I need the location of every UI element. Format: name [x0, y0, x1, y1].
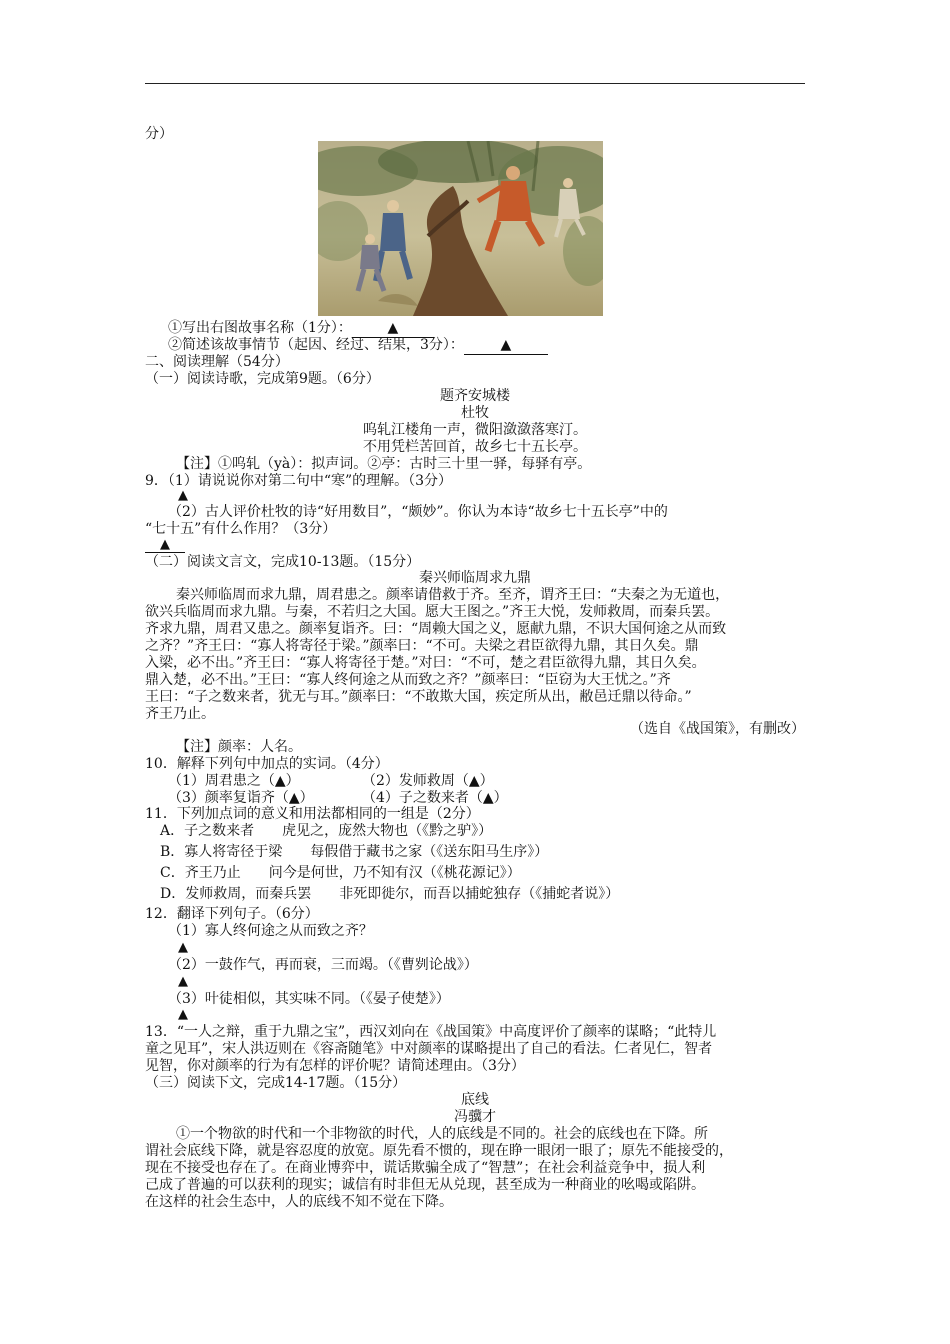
- article-line: ①一个物欲的时代和一个非物欲的时代，人的底线是不同的。社会的底线也在下降。所: [176, 1126, 708, 1142]
- passage-source: （选自《战国策》，有删改）: [630, 721, 805, 737]
- passage-line: 之齐？”齐王曰：“寡人将寄径于梁。”颜率曰：“不可。夫梁之君臣欲得九鼎，其日久矣。鼎: [145, 638, 699, 654]
- q-picture-1: ①写出右图故事名称（1分）： ▲: [168, 320, 434, 338]
- top-fragment: 分）: [145, 126, 173, 142]
- poem-author: 杜牧: [461, 405, 489, 421]
- q13-line: 童之见耳”，宋人洪迈则在《容斋随笔》中对颜率的谋略提出了自己的看法。仁者见仁，智者: [145, 1041, 713, 1057]
- q11-option-a: A．子之数来者 虎见之，庞然大物也（《黔之驴》）: [160, 823, 493, 839]
- passage-line: 欲兴兵临周而求九鼎。与秦，不若归之大国。愿大王图之。”齐王大悦，发师救周，而秦兵罢。: [145, 604, 720, 620]
- passage-title: 秦兴师临周求九鼎: [419, 570, 531, 586]
- q-picture-2: ②简述该故事情节（起因、经过、结果，3分）： ▲: [168, 337, 548, 355]
- q13-line: 见智，你对颜率的行为有怎样的评价呢？请简述理由。（3分）: [145, 1058, 525, 1074]
- header-rule: [145, 83, 805, 84]
- q12-2: （2）一鼓作气，再而衰，三而竭。（《曹刿论战》）: [168, 957, 478, 973]
- answer-blank[interactable]: ▲: [464, 337, 548, 355]
- answer-mark[interactable]: ▲: [178, 974, 188, 989]
- article-line: 己成了普遍的可以获利的现实；诚信有时非但无从兑现，甚至成为一种商业的吆喝或陷阱。: [145, 1177, 705, 1193]
- q13-line: 13．“一人之辩，重于九鼎之宝”，西汉刘向在《战国策》中高度评价了颜率的谋略；“此特儿: [145, 1024, 717, 1040]
- answer-mark[interactable]: ▲: [178, 1007, 188, 1022]
- q11: 11．下列加点词的意义和用法都相同的一组是（2分）: [145, 806, 480, 822]
- article-line: 现在不接受也存在了。在商业博弈中，谎话欺骗全成了“智慧”；在社会利益竞争中，损人利: [145, 1160, 706, 1176]
- passage-line: 齐求九鼎，周君又患之。颜率复诣齐。曰：“周赖大国之义，愿献九鼎，不识大国何途之从而致: [145, 621, 727, 637]
- q10: 10．解释下列句中加点的实词。（4分）: [145, 756, 389, 772]
- passage-note: 【注】颜率：人名。: [176, 739, 302, 755]
- q10-item: （3）颜率复诣齐（▲）: [168, 790, 314, 806]
- q11-option-d: D．发师救周，而秦兵罢 非死即徙尔，而吾以捕蛇独存（《捕蛇者说》）: [160, 886, 620, 902]
- q11-option-c: C．齐王乃止 问今是何世，乃不知有汉（《桃花源记》）: [160, 865, 521, 881]
- q12: 12．翻译下列句子。（6分）: [145, 906, 319, 922]
- q12-3: （3）叶徒相似，其实味不同。（《晏子使楚》）: [168, 991, 450, 1007]
- answer-mark[interactable]: ▲: [145, 537, 185, 553]
- q11-option-b: B．寡人将寄径于梁 每假借于藏书之家（《送东阳马生序》）: [160, 844, 549, 860]
- q12-1: （1）寡人终何途之从而致之齐？: [168, 923, 373, 939]
- q10-item: （1）周君患之（▲）: [168, 773, 300, 789]
- poem-title: 题齐安城楼: [440, 388, 510, 404]
- passage-line: 鼎入楚，必不出。”王曰：“寡人终何途之从而致之齐？”颜率曰：“臣窃为大王忧之。”齐: [145, 672, 671, 688]
- sec1-heading: （一）阅读诗歌，完成第9题。（6分）: [145, 371, 380, 387]
- article-title: 底线: [461, 1092, 489, 1108]
- q9-1: 9．（1）请说说你对第二句中“寒”的理解。（3分）: [145, 473, 453, 489]
- passage-line: 齐王乃止。: [145, 706, 215, 722]
- passage-line: 入梁，必不出。”齐王曰：“寡人将寄径于楚。”对曰：“不可，楚之君臣欲得九鼎，其日久矣。: [145, 655, 706, 671]
- q9-2: （2）古人评价杜牧的诗“好用数目”，“颇妙”。你认为本诗“故乡七十五长亭”中的: [168, 504, 668, 520]
- part2-title: 二、阅读理解（54分）: [145, 354, 289, 370]
- poem-note: 【注】①呜轧（yà）：拟声词。②亭：古时三十里一驿，每驿有亭。: [176, 456, 592, 472]
- q10-item: （2）发师救周（▲）: [362, 773, 494, 789]
- q9-2-cont: “七十五”有什么作用？（3分）: [145, 521, 337, 537]
- poem-line: 呜轧江楼角一声，微阳潋潋落寒汀。: [363, 422, 587, 438]
- answer-blank[interactable]: ▲: [352, 320, 434, 338]
- article-line: 谓社会底线下降，就是容忍度的放宽。原先看不惯的，现在睁一眼闭一眼了；原先不能接受的，: [145, 1143, 733, 1159]
- q10-item: （4）子之数来者（▲）: [362, 790, 508, 806]
- answer-mark[interactable]: ▲: [178, 488, 188, 503]
- answer-mark[interactable]: ▲: [178, 940, 188, 955]
- passage-line: 王曰：“子之数来者，犹无与耳。”颜率曰：“不敢欺大国，疾定所从出，敝邑迁鼎以待命。”: [145, 689, 692, 705]
- sec3-heading: （三）阅读下文，完成14-17题。（15分）: [145, 1075, 407, 1091]
- poem-line: 不用凭栏苦回首，故乡七十五长亭。: [363, 439, 587, 455]
- passage-line: 秦兴师临周而求九鼎，周君患之。颜率请借救于齐。至齐，谓齐王曰：“夫秦之为无道也，: [176, 587, 730, 603]
- article-author: 冯骥才: [454, 1109, 496, 1125]
- story-illustration: [318, 141, 603, 316]
- sec2-heading: （二）阅读文言文，完成10-13题。（15分）: [145, 554, 421, 570]
- article-line: 在这样的社会生态中，人的底线不知不觉在下降。: [145, 1194, 453, 1210]
